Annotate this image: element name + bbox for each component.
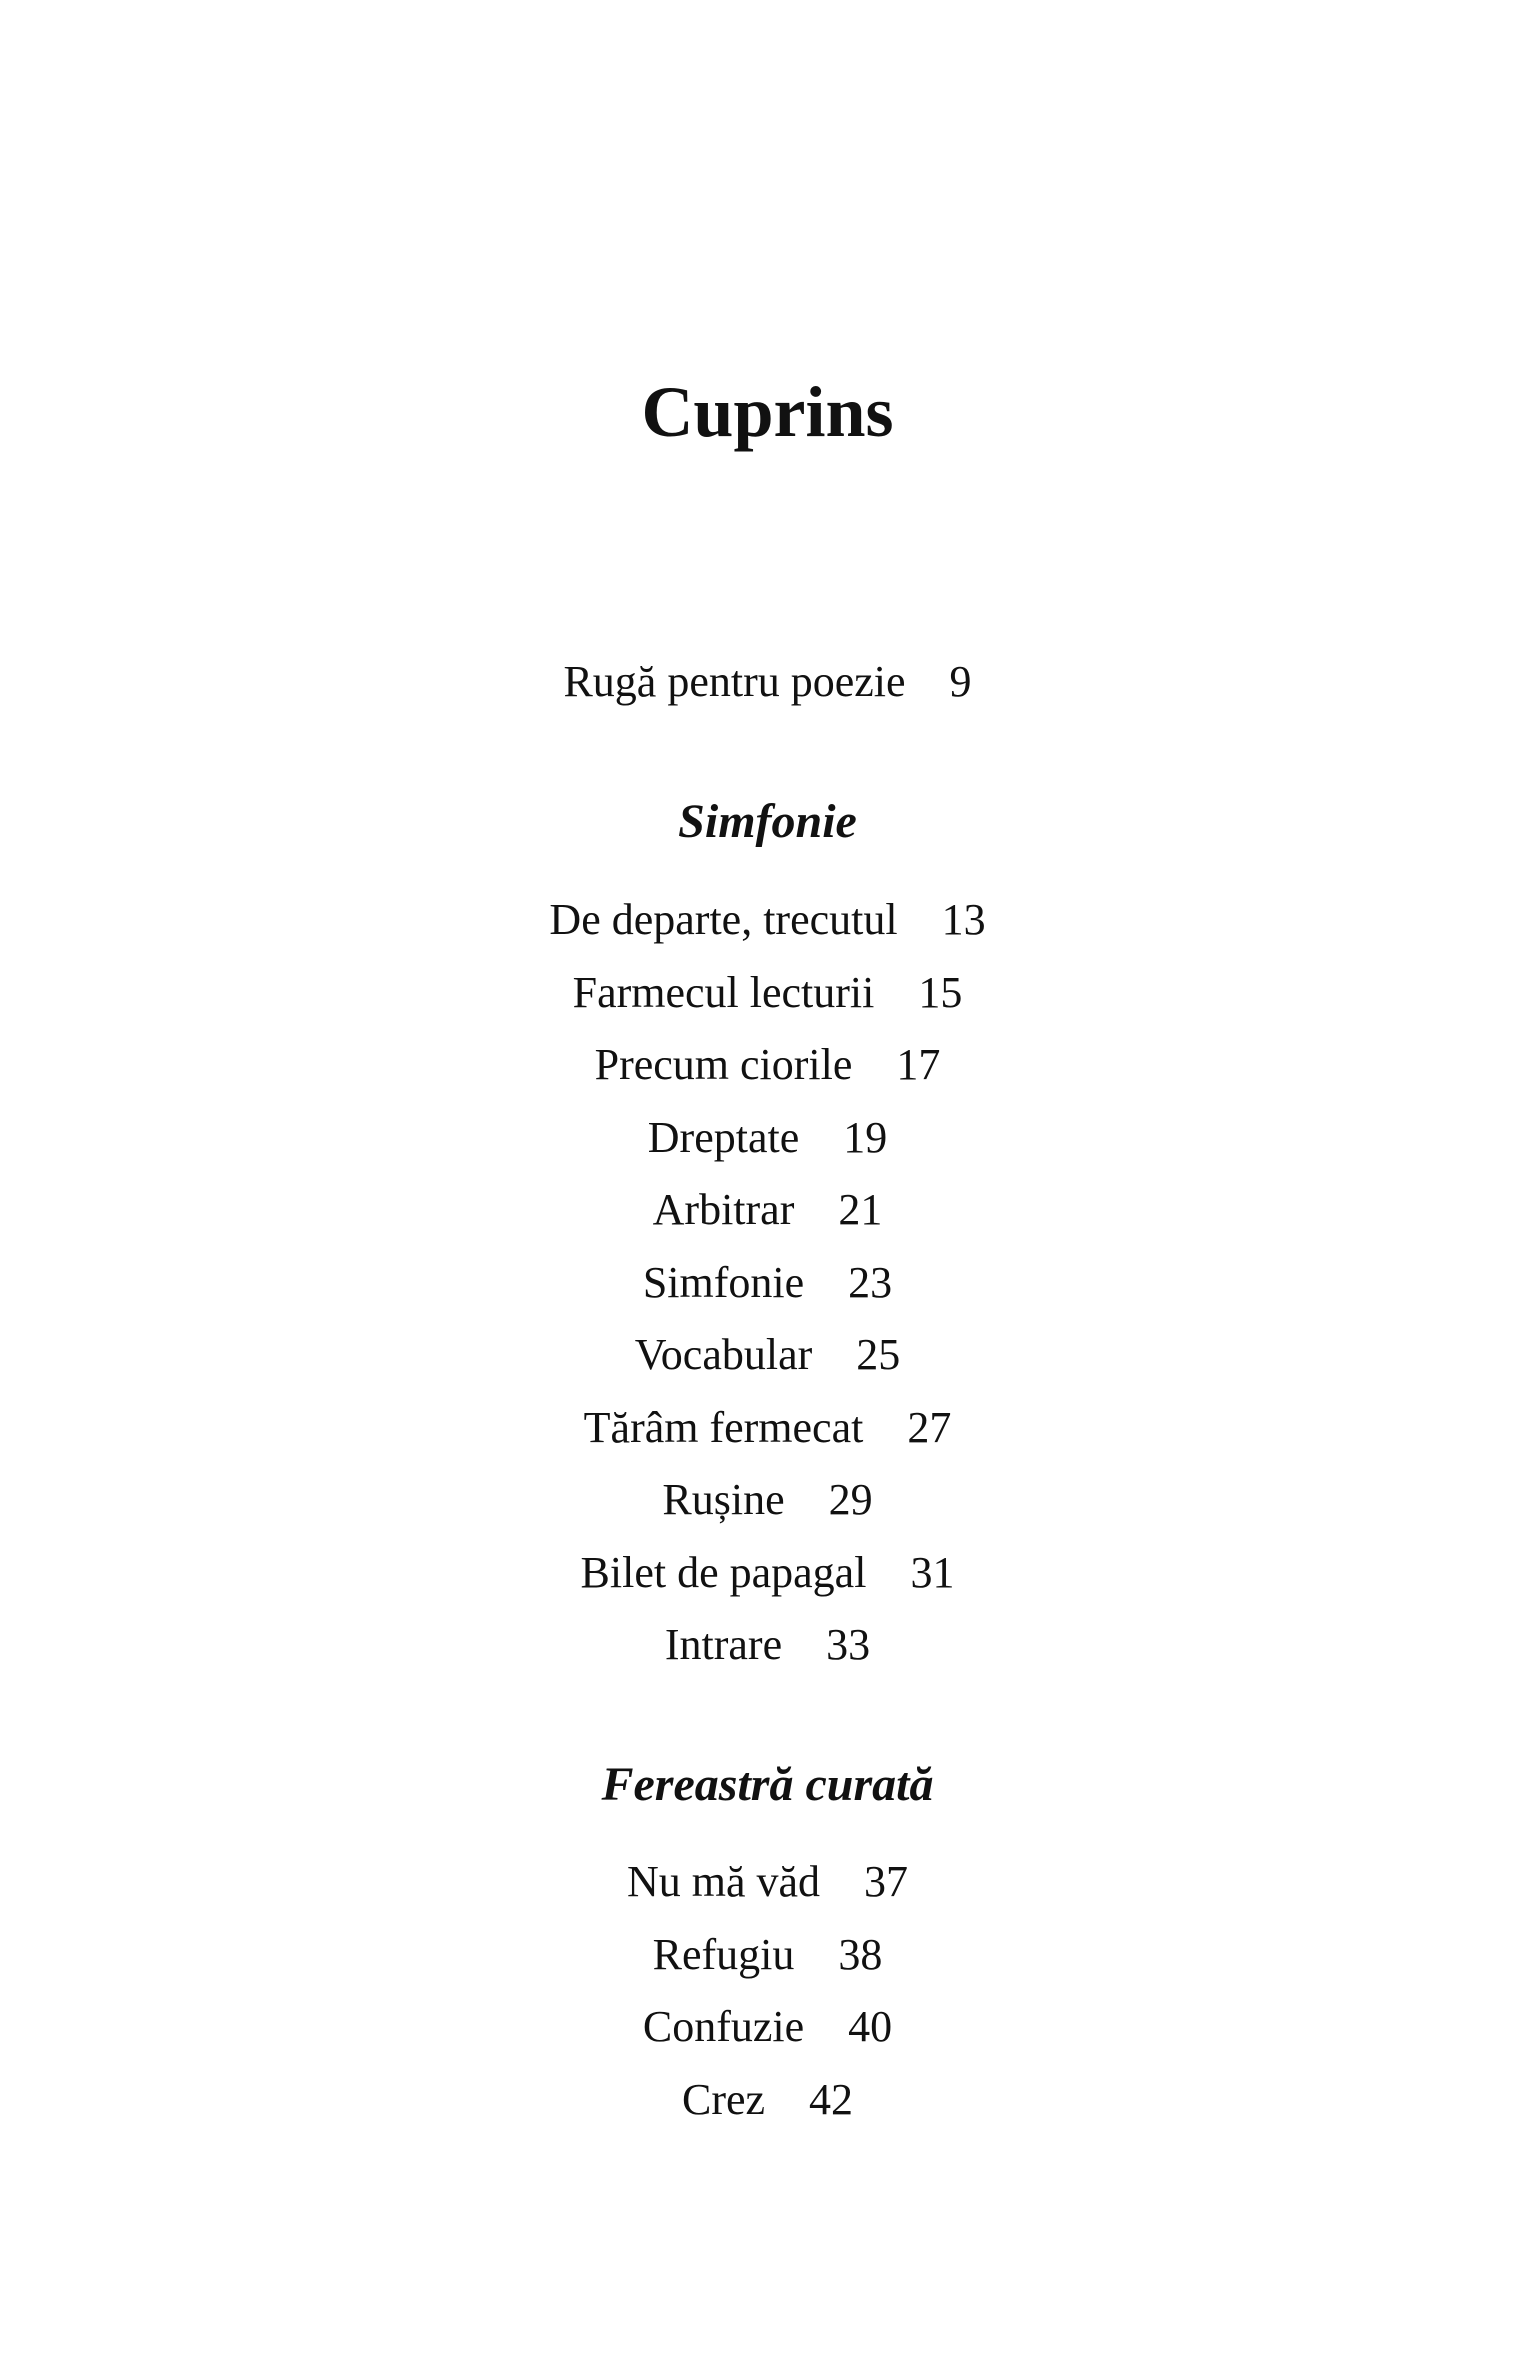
entry-page: 21 [838, 1185, 883, 1234]
entry-title: Simfonie [642, 1257, 805, 1307]
entry-page: 37 [864, 1857, 909, 1906]
entry-title: Rușine [662, 1475, 785, 1524]
entry-title: Rugă pentru poezie [563, 657, 906, 706]
toc-entry [0, 1464, 1535, 1537]
section-entries [0, 1846, 1535, 2136]
entry-page: 17 [896, 1040, 941, 1089]
toc-entry [0, 646, 1535, 719]
entry-page: 40 [848, 2002, 893, 2051]
entry-page: 13 [941, 895, 986, 944]
toc-entry [0, 2064, 1535, 2137]
entry-page: 33 [826, 1620, 871, 1669]
entry-page: 38 [838, 1929, 883, 1979]
toc-entry [0, 1537, 1535, 1610]
toc-entry [0, 1919, 1535, 1992]
section-heading: Fereastră curată [601, 1758, 934, 1811]
toc-entry [0, 1102, 1535, 1175]
toc-entry [0, 1991, 1535, 2064]
entry-page: 23 [848, 1257, 893, 1307]
toc-entry [0, 1174, 1535, 1247]
section-heading: Simfonie [678, 795, 857, 848]
section-entries [0, 884, 1535, 1682]
entry-page: 19 [843, 1112, 888, 1162]
toc-entry [0, 884, 1535, 957]
entry-title: Intrare [664, 1620, 783, 1669]
toc-entry [0, 957, 1535, 1030]
entry-title: Crez [681, 2074, 766, 2124]
toc-entry [0, 1392, 1535, 1465]
toc-entry [0, 1029, 1535, 1102]
entry-page: 15 [918, 967, 963, 1017]
toc-entry [0, 1846, 1535, 1919]
entry-title: Precum ciorile [594, 1040, 853, 1089]
entry-title: Arbitrar [652, 1185, 795, 1234]
entry-page: 9 [949, 657, 972, 706]
entry-page: 27 [907, 1402, 952, 1452]
entry-page: 25 [856, 1330, 901, 1379]
entry-page: 29 [828, 1475, 873, 1524]
toc-entry [0, 1319, 1535, 1392]
entry-title: Refugiu [652, 1929, 795, 1979]
entry-title: Tărâm fermecat [583, 1402, 864, 1452]
entry-title: Bilet de papagal [580, 1547, 867, 1597]
toc-entry [0, 1609, 1535, 1682]
entry-title: Farmecul lecturii [572, 967, 875, 1017]
toc-entry [0, 1247, 1535, 1320]
entry-title: Vocabular [634, 1330, 813, 1379]
entry-title: Nu mă văd [626, 1857, 821, 1906]
entry-title: De departe, trecutul [549, 895, 898, 944]
entry-page: 42 [809, 2074, 854, 2124]
entry-title: Confuzie [642, 2002, 805, 2051]
entry-page: 31 [910, 1547, 955, 1597]
page-title: Cuprins [641, 372, 894, 452]
entry-title: Dreptate [647, 1112, 800, 1162]
